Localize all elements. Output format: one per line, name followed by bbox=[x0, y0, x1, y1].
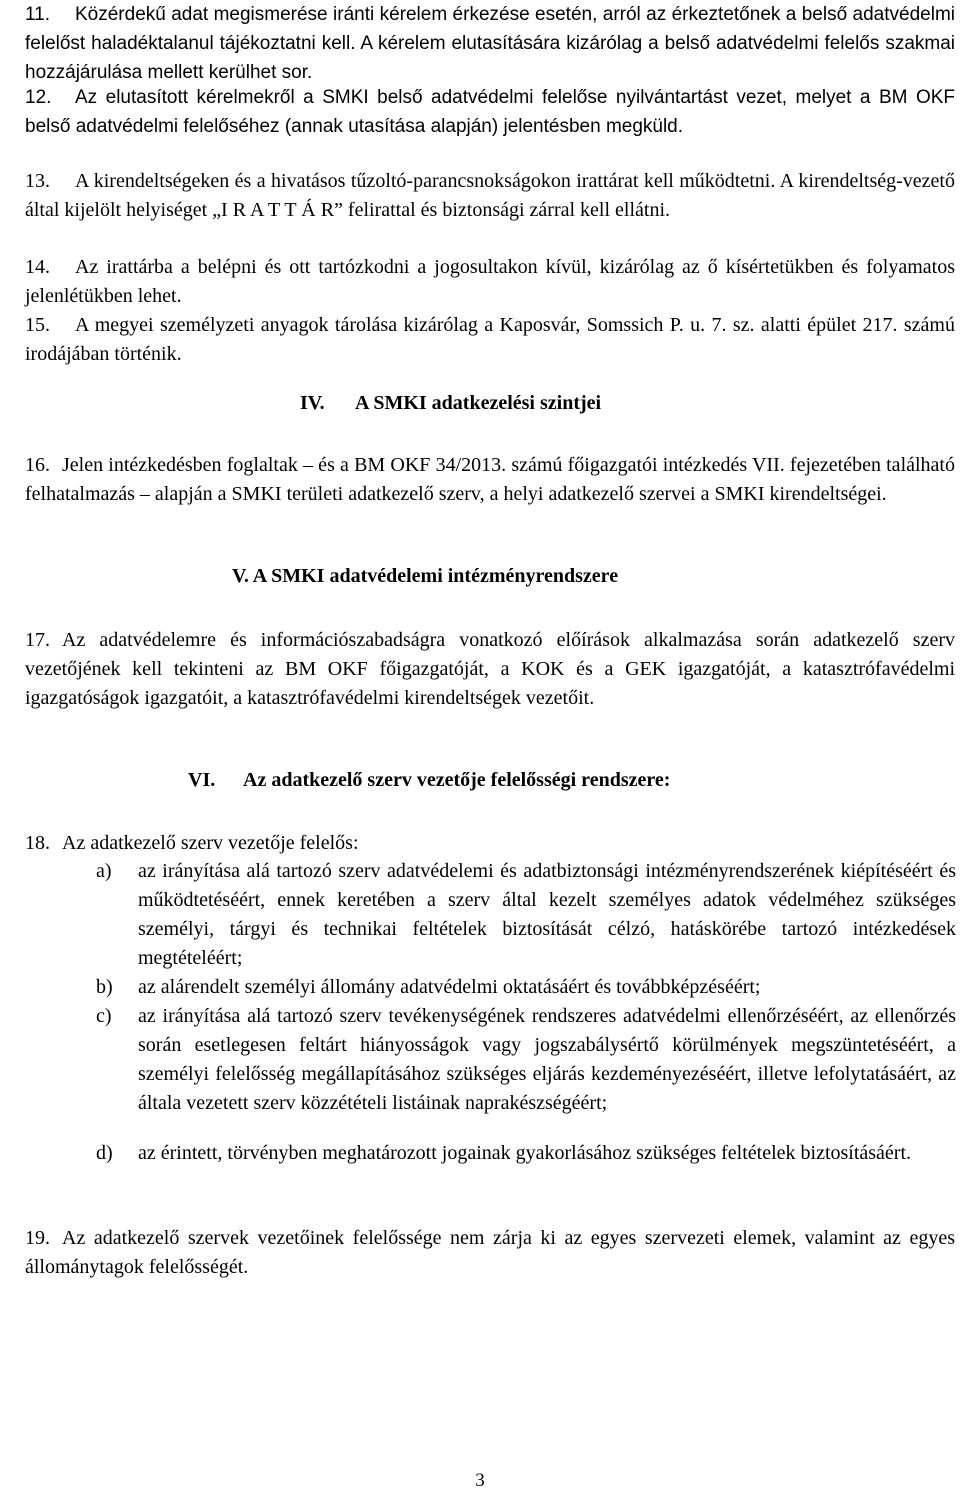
paragraph-number: 12. bbox=[25, 87, 52, 108]
list-item-text: az érintett, törvényben meghatározott jogainak gyakorlásához szükséges feltételek biztosításáért. bbox=[138, 1142, 912, 1164]
list-item-letter: d) bbox=[96, 1142, 113, 1164]
paragraph-number: 13. bbox=[25, 170, 50, 192]
paragraph-number: 16. bbox=[25, 454, 50, 476]
list-item-c bbox=[96, 1002, 956, 1118]
list-item-letter: c) bbox=[96, 1005, 112, 1027]
paragraph-19 bbox=[25, 1224, 955, 1282]
paragraph-17 bbox=[25, 626, 955, 713]
paragraph-number: 14. bbox=[25, 256, 50, 278]
paragraph-text: Az adatvédelemre és információszabadságra vonatkozó előírások alkalmazása során adatkezelő szerv vezetőjének kell tekinteni az BM OKF főigazgatóját, a KOK és a GEK igazgatóját, a katasztrófavédelmi igazgatóságok igazgatóit, a katasztrófavédelmi kirendeltségek vezetőit. bbox=[25, 629, 955, 709]
list-item-letter: a) bbox=[96, 860, 112, 882]
list-item-d bbox=[96, 1139, 956, 1168]
list-item-letter: b) bbox=[96, 976, 113, 998]
page-number: 3 bbox=[475, 1470, 485, 1491]
list-item-text: az irányítása alá tartozó szerv adatvédelemi és adatbiztonsági intézményrendszerének kiépítéséért és működtetéséért, ennek keretében a szerv által kezelt személyes adatok védelméhez szükséges személyi, tárgyi és technikai feltételek biztosítását célzó, hatáskörébe tartozó intézkedések megtételéért; bbox=[138, 860, 956, 969]
paragraph-number: 19. bbox=[25, 1227, 50, 1249]
paragraph-15 bbox=[25, 311, 955, 369]
paragraph-14 bbox=[25, 253, 955, 311]
paragraph-16 bbox=[25, 451, 955, 509]
paragraph-number: 11. bbox=[25, 4, 51, 25]
paragraph-number: 18. bbox=[25, 832, 50, 854]
section-title: A SMKI adatkezelési szintjei bbox=[355, 392, 602, 414]
paragraph-text: A megyei személyzeti anyagok tárolása kizárólag a Kaposvár, Somssich P. u. 7. sz. alatti épület 217. számú irodájában történik. bbox=[25, 314, 955, 365]
list-item-text: az alárendelt személyi állomány adatvédelmi oktatásáért és továbbképzéséért; bbox=[138, 976, 761, 998]
paragraph-text: Az irattárba a belépni és ott tartózkodni a jogosultakon kívül, kizárólag az ő kísértetükben és folyamatos jelenlétükben lehet. bbox=[25, 256, 955, 307]
section-number: IV. bbox=[300, 392, 325, 414]
section-title: V. A SMKI adatvédelemi intézményrendszere bbox=[232, 565, 619, 587]
list-item-a bbox=[96, 857, 956, 973]
paragraph-text: Az adatkezelő szerv vezetője felelős: bbox=[62, 832, 359, 854]
paragraph-18 bbox=[25, 829, 955, 858]
paragraph-13 bbox=[25, 167, 955, 225]
paragraph-number: 15. bbox=[25, 314, 50, 336]
list-item-b bbox=[96, 973, 956, 1002]
paragraph-text: Az adatkezelő szervek vezetőinek felelőssége nem zárja ki az egyes szervezeti elemek, valamint az egyes állománytagok felelősségét. bbox=[25, 1227, 955, 1278]
paragraph-text: A kirendeltségeken és a hivatásos tűzoltó-parancsnokságokon irattárat kell működtetni. A kirendeltség-vezető által kijelölt helyiséget „I R A T T Á R” felirattal és biztonsági zárral kell ellátni. bbox=[25, 170, 955, 221]
section-heading-v bbox=[232, 565, 618, 588]
paragraph-text: Jelen intézkedésben foglaltak – és a BM OKF 34/2013. számú főigazgatói intézkedés VII. fejezetében található felhatalmazás – alapján a SMKI területi adatkezelő szerv, a helyi adatkezelő szervei a SMKI kirendeltségei. bbox=[25, 454, 955, 505]
paragraph-number: 17. bbox=[25, 629, 50, 651]
section-heading-vi bbox=[188, 769, 670, 792]
section-heading-iv bbox=[300, 392, 601, 415]
paragraph-11 bbox=[25, 0, 955, 87]
paragraph-text: Az elutasított kérelmekről a SMKI belső adatvédelmi felelőse nyilvántartást vezet, melyet a BM OKF belső adatvédelmi felelőséhez (annak utasítása alapján) jelentésben megküld. bbox=[25, 87, 955, 137]
list-item-text: az irányítása alá tartozó szerv tevékenységének rendszeres adatvédelmi ellenőrzéséért, az ellenőrzés során esetlegesen feltárt hiányosságok vagy jogszabálysértő körülmények megszüntetéséért, a személyi felelősség megállapításához szükséges eljárás kezdeményezéséért, illetve lefolytatásáért, az általa vezetett szerv közzétételi listáinak naprakészségéért; bbox=[138, 1005, 956, 1114]
section-number: VI. bbox=[188, 769, 216, 791]
section-title: Az adatkezelő szerv vezetője felelősségi rendszere: bbox=[243, 769, 671, 791]
paragraph-text: Közérdekű adat megismerése iránti kérelem érkezése esetén, arról az érkeztetőnek a belső adatvédelmi felelőst haladéktalanul tájékoztatni kell. A kérelem elutasítására kizárólag a belső adatvédelmi felelős szakmai hozzájárulása mellett kerülhet sor. bbox=[25, 4, 955, 83]
paragraph-12 bbox=[25, 83, 955, 141]
